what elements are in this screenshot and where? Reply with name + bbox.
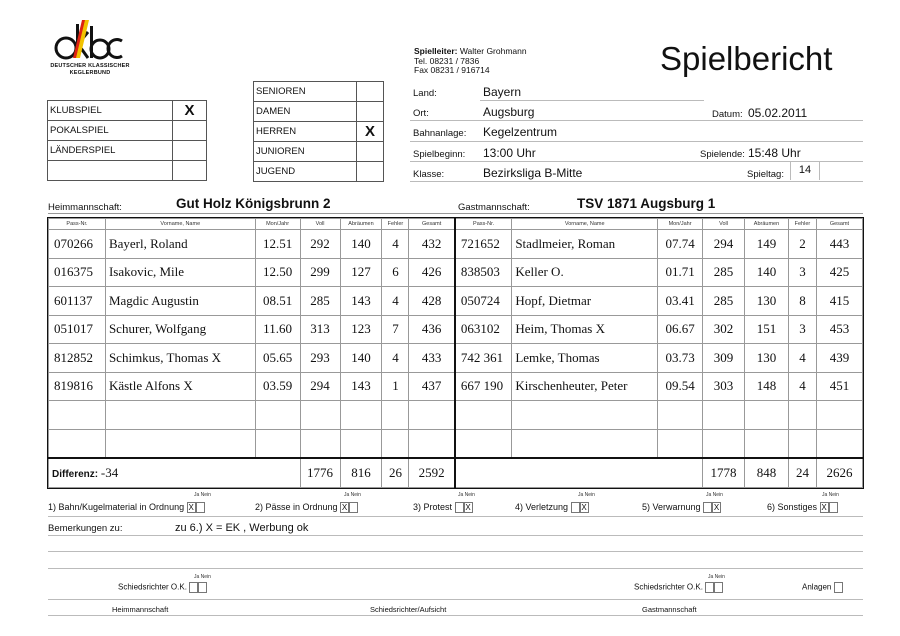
altersklasse-mark[interactable] xyxy=(357,102,384,122)
anlagen-label: Anlagen xyxy=(802,582,832,592)
heim-pass-nr[interactable]: 819816 xyxy=(49,372,106,401)
schiri-ok-gast xyxy=(634,582,723,593)
spielart-mark[interactable]: X xyxy=(173,101,207,121)
gast-pass-nr[interactable]: 667 190 xyxy=(455,372,512,401)
altersklasse-label: JUNIOREN xyxy=(254,142,357,162)
col-name: Vorname, Name xyxy=(105,219,255,230)
gast-pass-nr[interactable] xyxy=(455,429,512,458)
score-table xyxy=(48,218,863,488)
question-ja-checkbox[interactable] xyxy=(571,502,580,513)
heim-gesamt[interactable]: 436 xyxy=(409,315,455,344)
spielart-label: KLUBSPIEL xyxy=(48,101,173,121)
score-table-header xyxy=(49,219,863,230)
question-1 xyxy=(48,502,205,513)
gast-pass-nr[interactable] xyxy=(455,401,512,430)
altersklasse-label: JUGEND xyxy=(254,162,357,182)
gast-abraeumen[interactable]: 130 xyxy=(745,287,789,316)
heim-mon-jahr[interactable] xyxy=(255,401,300,430)
question-3 xyxy=(413,502,473,513)
ort-value[interactable]: Augsburg xyxy=(483,105,535,119)
player-row xyxy=(49,287,863,316)
sign-schiri: Schiedsrichter/Aufsicht xyxy=(370,605,447,614)
altersklasse-label: DAMEN xyxy=(254,102,357,122)
ort-label: Ort: xyxy=(413,108,429,119)
heim-voll[interactable] xyxy=(300,429,340,458)
col-monjahr: Mon/Jahr xyxy=(658,219,703,230)
col-voll: Voll xyxy=(300,219,340,230)
heim-voll[interactable] xyxy=(300,401,340,430)
gast-mon-jahr[interactable] xyxy=(658,429,703,458)
spielleiter-label: Spielleiter: xyxy=(414,46,458,56)
player-rows xyxy=(49,230,863,458)
ja-nein-header: Ja Nein xyxy=(578,492,595,498)
remarks-text[interactable]: zu 6.) X = EK , Werbung ok xyxy=(175,522,309,534)
player-row xyxy=(49,429,863,458)
col-gesamt: Gesamt xyxy=(409,219,455,230)
altersklasse-mark[interactable] xyxy=(357,142,384,162)
heim-fehler[interactable]: 7 xyxy=(382,315,409,344)
gast-gesamt[interactable]: 425 xyxy=(816,258,862,287)
totals-row xyxy=(49,458,863,488)
gast-mon-jahr[interactable]: 03.73 xyxy=(658,344,703,373)
ja-nein-header: Ja Nein xyxy=(706,492,723,498)
spielbeginn-value[interactable]: 13:00 Uhr xyxy=(483,146,536,160)
heim-player-name[interactable]: Magdic Augustin xyxy=(105,287,255,316)
heim-total-fehler[interactable]: 26 xyxy=(382,458,409,488)
gast-mon-jahr[interactable]: 09.54 xyxy=(658,372,703,401)
gast-gesamt[interactable] xyxy=(816,401,862,430)
heim-player-name[interactable]: Kästle Alfons X xyxy=(105,372,255,401)
heim-gesamt[interactable]: 428 xyxy=(409,287,455,316)
heim-pass-nr[interactable]: 051017 xyxy=(49,315,106,344)
heim-voll[interactable]: 293 xyxy=(300,344,340,373)
col-fehler: Fehler xyxy=(382,219,409,230)
heim-abraeumen[interactable]: 123 xyxy=(340,315,382,344)
page-title: Spielbericht xyxy=(660,40,833,77)
question-4 xyxy=(515,502,589,513)
spielleiter-name: Walter Grohmann xyxy=(459,46,527,56)
col-pass: Pass-Nr. xyxy=(49,219,106,230)
gast-gesamt[interactable] xyxy=(816,429,862,458)
remarks-label: Bemerkungen zu: xyxy=(48,523,123,534)
heim-abraeumen[interactable] xyxy=(340,429,382,458)
spielart-row xyxy=(48,121,207,141)
heim-voll[interactable]: 285 xyxy=(300,287,340,316)
heim-voll[interactable]: 292 xyxy=(300,230,340,259)
gast-player-name[interactable]: Keller O. xyxy=(512,258,658,287)
heim-fehler[interactable]: 4 xyxy=(382,287,409,316)
heim-total-gesamt[interactable]: 2592 xyxy=(409,458,455,488)
gast-voll[interactable]: 309 xyxy=(703,344,745,373)
datum-value[interactable]: 05.02.2011 xyxy=(748,106,808,120)
gast-total-fehler[interactable]: 24 xyxy=(788,458,816,488)
bahnanlage-label: Bahnanlage: xyxy=(413,128,467,139)
heim-gesamt[interactable]: 437 xyxy=(409,372,455,401)
altersklasse-label: SENIOREN xyxy=(254,82,357,102)
gast-fehler[interactable]: 4 xyxy=(788,372,816,401)
col-name: Vorname, Name xyxy=(512,219,658,230)
gast-abraeumen[interactable]: 148 xyxy=(745,372,789,401)
heim-mon-jahr[interactable]: 11.60 xyxy=(255,315,300,344)
dkbc-logo xyxy=(48,18,132,80)
datum-label: Datum: xyxy=(712,109,743,120)
altersklasse-mark[interactable] xyxy=(357,82,384,102)
player-row xyxy=(49,258,863,287)
gast-mon-jahr[interactable]: 03.41 xyxy=(658,287,703,316)
player-row xyxy=(49,372,863,401)
gast-mon-jahr[interactable]: 06.67 xyxy=(658,315,703,344)
col-abraeumen: Abräumen xyxy=(745,219,789,230)
heim-voll[interactable]: 299 xyxy=(300,258,340,287)
heim-total-abraeumen[interactable]: 816 xyxy=(340,458,382,488)
spielleiter-block xyxy=(414,47,527,76)
klasse-label: Klasse: xyxy=(413,169,445,180)
gast-mon-jahr[interactable] xyxy=(658,401,703,430)
question-5 xyxy=(642,502,721,513)
spielart-mark[interactable] xyxy=(173,121,207,141)
heim-voll[interactable]: 313 xyxy=(300,315,340,344)
ja-nein-header: Ja Nein xyxy=(822,492,839,498)
question-nein-checkbox[interactable]: X xyxy=(713,503,720,513)
question-label: 4) Verletzung xyxy=(515,502,569,512)
heim-abraeumen[interactable]: 143 xyxy=(340,287,382,316)
heim-pass-nr[interactable]: 070266 xyxy=(49,230,106,259)
gast-player-name[interactable] xyxy=(512,429,658,458)
gast-gesamt[interactable]: 451 xyxy=(816,372,862,401)
question-label: 6) Sonstiges xyxy=(767,502,818,512)
gast-pass-nr[interactable]: 838503 xyxy=(455,258,512,287)
player-row xyxy=(49,401,863,430)
spielart-label: POKALSPIEL xyxy=(48,121,173,141)
heim-player-name[interactable] xyxy=(105,429,255,458)
question-label: 5) Verwarnung xyxy=(642,502,701,512)
spielart-mark[interactable] xyxy=(173,161,207,181)
heim-mon-jahr[interactable]: 05.65 xyxy=(255,344,300,373)
ja-nein-header: Ja Nein xyxy=(194,574,211,580)
question-nein-checkbox[interactable] xyxy=(196,502,205,513)
gast-team-name[interactable]: TSV 1871 Augsburg 1 xyxy=(577,196,716,211)
gast-voll[interactable]: 285 xyxy=(703,287,745,316)
gast-abraeumen[interactable]: 140 xyxy=(745,258,789,287)
gast-player-name[interactable]: Hopf, Dietmar xyxy=(512,287,658,316)
gast-voll[interactable] xyxy=(703,401,745,430)
question-nein-checkbox[interactable]: X xyxy=(581,503,587,513)
question-2 xyxy=(255,502,358,513)
heim-fehler[interactable]: 4 xyxy=(382,344,409,373)
heim-mon-jahr[interactable]: 08.51 xyxy=(255,287,300,316)
spieltag-label: Spieltag: xyxy=(747,169,784,180)
gast-gesamt[interactable]: 415 xyxy=(816,287,862,316)
gast-abraeumen[interactable] xyxy=(745,429,789,458)
spielart-row xyxy=(48,161,207,181)
question-label: 3) Protest xyxy=(413,502,453,512)
gast-fehler[interactable] xyxy=(788,429,816,458)
sign-heim: Heimmannschaft xyxy=(112,605,169,614)
gast-voll[interactable]: 294 xyxy=(703,230,745,259)
gast-player-name[interactable] xyxy=(512,401,658,430)
spielart-label xyxy=(48,161,173,181)
gast-pass-nr[interactable]: 721652 xyxy=(455,230,512,259)
schiri-ok-nein-checkbox[interactable] xyxy=(714,582,723,593)
gast-fehler[interactable]: 4 xyxy=(788,344,816,373)
gast-player-name[interactable]: Stadlmeier, Roman xyxy=(512,230,658,259)
heim-abraeumen[interactable] xyxy=(340,401,382,430)
gast-pass-nr[interactable]: 742 361 xyxy=(455,344,512,373)
heim-gesamt[interactable] xyxy=(409,401,455,430)
ja-nein-header: Ja Nein xyxy=(708,574,725,580)
gast-voll[interactable]: 302 xyxy=(703,315,745,344)
heim-pass-nr[interactable] xyxy=(49,401,106,430)
col-pass: Pass-Nr. xyxy=(455,219,512,230)
differenz-label: Differenz: xyxy=(52,468,99,480)
gast-abraeumen[interactable]: 151 xyxy=(745,315,789,344)
heim-fehler[interactable]: 1 xyxy=(382,372,409,401)
col-voll: Voll xyxy=(703,219,745,230)
heim-gesamt[interactable]: 426 xyxy=(409,258,455,287)
schiri-ok-ja-checkbox[interactable] xyxy=(705,582,714,593)
spielart-grid xyxy=(47,100,207,181)
spielende-value[interactable]: 15:48 Uhr xyxy=(748,146,801,160)
gast-total-voll[interactable]: 1778 xyxy=(703,458,745,488)
gast-player-name[interactable]: Kirschenheuter, Peter xyxy=(512,372,658,401)
player-row xyxy=(49,230,863,259)
bahnanlage-value[interactable]: Kegelzentrum xyxy=(483,125,558,139)
gast-player-name[interactable]: Heim, Thomas X xyxy=(512,315,658,344)
differenz-cell xyxy=(49,458,301,488)
question-ja-checkbox[interactable]: X xyxy=(341,503,348,513)
question-nein-checkbox[interactable] xyxy=(349,502,358,513)
schiri-ok-heim xyxy=(118,582,207,593)
heim-mon-jahr[interactable]: 12.50 xyxy=(255,258,300,287)
land-value[interactable]: Bayern xyxy=(483,85,522,99)
heim-pass-nr[interactable] xyxy=(49,429,106,458)
question-label: 2) Pässe in Ordnung xyxy=(255,502,338,512)
spielart-mark[interactable] xyxy=(173,141,207,161)
heim-team-name[interactable]: Gut Holz Königsbrunn 2 xyxy=(176,196,331,211)
dkbc-logo-mark-icon xyxy=(54,18,124,62)
heim-gesamt[interactable]: 433 xyxy=(409,344,455,373)
gast-abraeumen[interactable]: 130 xyxy=(745,344,789,373)
heim-mon-jahr[interactable]: 12.51 xyxy=(255,230,300,259)
gast-voll[interactable]: 303 xyxy=(703,372,745,401)
col-abraeumen: Abräumen xyxy=(340,219,382,230)
schiri-ok-nein-checkbox[interactable] xyxy=(198,582,207,593)
spielart-row xyxy=(48,141,207,161)
col-monjahr: Mon/Jahr xyxy=(255,219,300,230)
heim-player-name[interactable]: Schurer, Wolfgang xyxy=(105,315,255,344)
logo-caption-2: KEGLERBUND xyxy=(69,70,111,76)
altersklasse-label: HERREN xyxy=(254,122,357,142)
spielleiter-tel: Tel. 08231 / 7836 xyxy=(414,55,480,66)
heim-voll[interactable]: 294 xyxy=(300,372,340,401)
gast-abraeumen[interactable]: 149 xyxy=(745,230,789,259)
col-gesamt: Gesamt xyxy=(816,219,862,230)
question-ja-checkbox[interactable] xyxy=(455,502,464,513)
differenz-value[interactable]: -34 xyxy=(100,464,119,480)
heim-pass-nr[interactable]: 016375 xyxy=(49,258,106,287)
logo-caption-1: DEUTSCHER KLASSISCHER xyxy=(50,63,130,69)
question-6 xyxy=(767,502,838,513)
heim-player-name[interactable]: Bayerl, Roland xyxy=(105,230,255,259)
gast-gesamt[interactable]: 439 xyxy=(816,344,862,373)
schiri-ok-label: Schiedsrichter O.K. xyxy=(118,582,187,592)
heim-player-name[interactable] xyxy=(105,401,255,430)
spielart-label: LÄNDERSPIEL xyxy=(48,141,173,161)
heim-abraeumen[interactable]: 127 xyxy=(340,258,382,287)
spieltag-value[interactable]: 14 xyxy=(790,162,820,180)
player-row xyxy=(49,315,863,344)
gast-pass-nr[interactable]: 063102 xyxy=(455,315,512,344)
gast-gesamt[interactable]: 443 xyxy=(816,230,862,259)
heim-fehler[interactable] xyxy=(382,401,409,430)
ja-nein-header: Ja Nein xyxy=(194,492,211,498)
gast-fehler[interactable] xyxy=(788,401,816,430)
altersklasse-mark[interactable] xyxy=(357,162,384,182)
gast-abraeumen[interactable] xyxy=(745,401,789,430)
heim-fehler[interactable] xyxy=(382,429,409,458)
heim-pass-nr[interactable]: 812852 xyxy=(49,344,106,373)
question-nein-checkbox[interactable] xyxy=(829,502,838,513)
question-ja-checkbox[interactable]: X xyxy=(188,503,194,513)
spielbeginn-label: Spielbeginn: xyxy=(413,149,466,160)
gast-total-abraeumen[interactable]: 848 xyxy=(745,458,789,488)
schiri-ok-label: Schiedsrichter O.K. xyxy=(634,582,703,592)
heim-label: Heimmannschaft: xyxy=(48,202,122,213)
spielende-label: Spielende: xyxy=(700,149,745,160)
col-fehler: Fehler xyxy=(788,219,816,230)
gast-voll[interactable]: 285 xyxy=(703,258,745,287)
altersklasse-mark[interactable]: X xyxy=(357,122,384,142)
heim-gesamt[interactable] xyxy=(409,429,455,458)
gast-mon-jahr[interactable]: 01.71 xyxy=(658,258,703,287)
question-ja-checkbox[interactable] xyxy=(703,502,712,513)
gast-label: Gastmannschaft: xyxy=(458,202,530,213)
gast-fehler[interactable]: 3 xyxy=(788,315,816,344)
question-label: 1) Bahn/Kugelmaterial in Ordnung xyxy=(48,502,185,512)
gast-gesamt[interactable]: 453 xyxy=(816,315,862,344)
spielleiter-fax: Fax 08231 / 916714 xyxy=(414,65,490,75)
spielart-row xyxy=(48,101,207,121)
gast-pass-nr[interactable]: 050724 xyxy=(455,287,512,316)
heim-mon-jahr[interactable] xyxy=(255,429,300,458)
heim-player-name[interactable]: Schimkus, Thomas X xyxy=(105,344,255,373)
gast-voll[interactable] xyxy=(703,429,745,458)
sign-gast: Gastmannschaft xyxy=(642,605,697,614)
anlagen xyxy=(802,582,843,593)
heim-abraeumen[interactable]: 140 xyxy=(340,344,382,373)
heim-fehler[interactable]: 6 xyxy=(382,258,409,287)
heim-player-name[interactable]: Isakovic, Mile xyxy=(105,258,255,287)
heim-pass-nr[interactable]: 601137 xyxy=(49,287,106,316)
heim-gesamt[interactable]: 432 xyxy=(409,230,455,259)
ja-nein-header: Ja Nein xyxy=(458,492,475,498)
anlagen-checkbox[interactable] xyxy=(834,582,843,593)
gast-total-blank xyxy=(455,458,703,488)
gast-fehler[interactable]: 3 xyxy=(788,258,816,287)
gast-total-gesamt[interactable]: 2626 xyxy=(816,458,862,488)
heim-mon-jahr[interactable]: 03.59 xyxy=(255,372,300,401)
altersklasse-grid xyxy=(253,81,384,182)
gast-player-name[interactable]: Lemke, Thomas xyxy=(512,344,658,373)
gast-mon-jahr[interactable]: 07.74 xyxy=(658,230,703,259)
heim-total-voll[interactable]: 1776 xyxy=(300,458,340,488)
schiri-ok-ja-checkbox[interactable] xyxy=(189,582,198,593)
heim-abraeumen[interactable]: 140 xyxy=(340,230,382,259)
gast-fehler[interactable]: 8 xyxy=(788,287,816,316)
gast-fehler[interactable]: 2 xyxy=(788,230,816,259)
player-row xyxy=(49,344,863,373)
heim-fehler[interactable]: 4 xyxy=(382,230,409,259)
heim-abraeumen[interactable]: 143 xyxy=(340,372,382,401)
land-label: Land: xyxy=(413,88,437,99)
question-nein-checkbox[interactable]: X xyxy=(465,503,471,513)
question-ja-checkbox[interactable]: X xyxy=(821,503,827,513)
klasse-value[interactable]: Bezirksliga B-Mitte xyxy=(483,166,583,180)
ja-nein-header: Ja Nein xyxy=(344,492,361,498)
